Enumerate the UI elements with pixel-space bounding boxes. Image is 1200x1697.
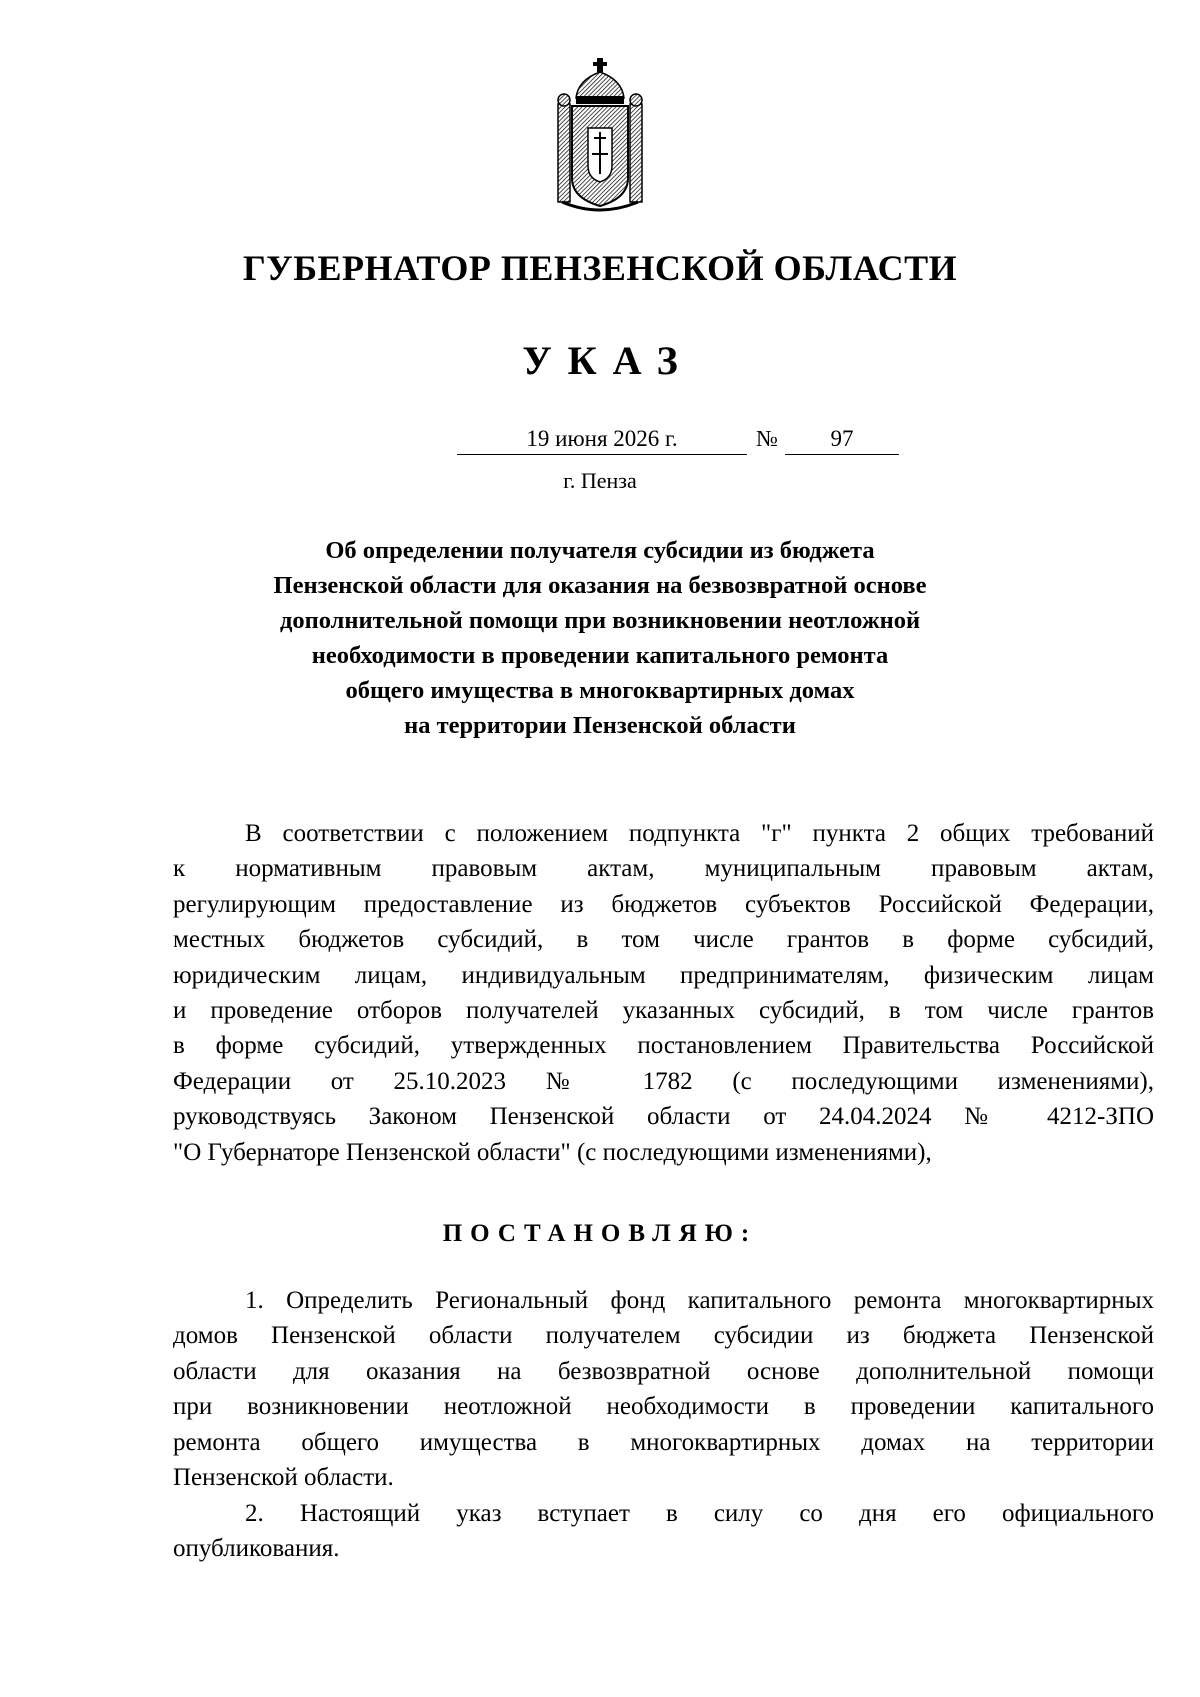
- paragraph-line: области для оказания на безвозвратной основе дополнительной помощи: [173, 1357, 1154, 1385]
- paragraph-line: Федерации от 25.10.2023 № 1782 (с последующими изменениями),: [173, 1067, 1154, 1095]
- paragraph-line: В соответствии с положением подпункта "г" пункта 2 общих требований: [245, 820, 1154, 847]
- subject-line: дополнительной помощи при возникновении неотложной: [279, 607, 921, 634]
- decree-heading: ПОСТАНОВЛЯЮ:: [442, 1220, 758, 1247]
- subject-line: общего имущества в многоквартирных домах: [345, 677, 855, 704]
- paragraph-line: ремонта общего имущества в многоквартирных домах на территории: [173, 1428, 1154, 1456]
- paragraph-line: Пензенской области.: [173, 1463, 394, 1491]
- paragraph-line: юридическим лицам, индивидуальным предпринимателям, физическим лицам: [173, 961, 1154, 989]
- document-number: 97: [785, 424, 899, 455]
- paragraph-line: и проведение отборов получателей указанных субсидий, в том числе грантов: [173, 996, 1154, 1024]
- paragraph-line: 1. Определить Региональный фонд капитального ремонта многоквартирных: [245, 1287, 1154, 1314]
- paragraph-line: "О Губернаторе Пензенской области" (с последующими изменениями),: [173, 1138, 932, 1166]
- subject-line: Пензенской области для оказания на безвозвратной основе: [273, 572, 927, 599]
- document-subject: [200, 533, 1000, 743]
- paragraph-line: руководствуясь Законом Пензенской области от 24.04.2024 № 4212-ЗПО: [173, 1103, 1154, 1131]
- paragraph-line: регулирующим предоставление из бюджетов субъектов Российской Федерации,: [173, 890, 1154, 918]
- preamble-paragraph: [173, 816, 1154, 1170]
- paragraph-line: в форме субсидий, утвержденных постановлением Правительства Российской: [173, 1032, 1154, 1060]
- subject-line: Об определении получателя субсидии из бюджета: [325, 537, 875, 564]
- document-type-title: УКАЗ: [522, 338, 694, 383]
- paragraph-line: местных бюджетов субсидий, в том числе грантов в форме субсидий,: [173, 926, 1154, 954]
- decree-item-2: [173, 1496, 1154, 1567]
- paragraph-line: при возникновении неотложной необходимости в проведении капитального: [173, 1393, 1154, 1421]
- document-city: г. Пенза: [563, 468, 637, 493]
- subject-line: необходимости в проведении капитального ремонта: [311, 642, 889, 669]
- paragraph-line: опубликования.: [173, 1535, 340, 1563]
- paragraph-line: к нормативным правовым актам, муниципальным правовым актам,: [173, 855, 1154, 883]
- paragraph-line: 2. Настоящий указ вступает в силу со дня его официального: [245, 1500, 1154, 1527]
- coat-of-arms-emblem: [554, 58, 646, 214]
- document-date: 19 июня 2026 г.: [457, 424, 747, 455]
- paragraph-line: домов Пензенской области получателем субсидии из бюджета Пензенской: [173, 1322, 1154, 1350]
- number-sign: №: [756, 426, 778, 451]
- subject-line: на территории Пензенской области: [404, 712, 796, 739]
- decree-item-1: [173, 1283, 1154, 1495]
- org-title: ГУБЕРНАТОР ПЕНЗЕНСКОЙ ОБЛАСТИ: [242, 248, 958, 288]
